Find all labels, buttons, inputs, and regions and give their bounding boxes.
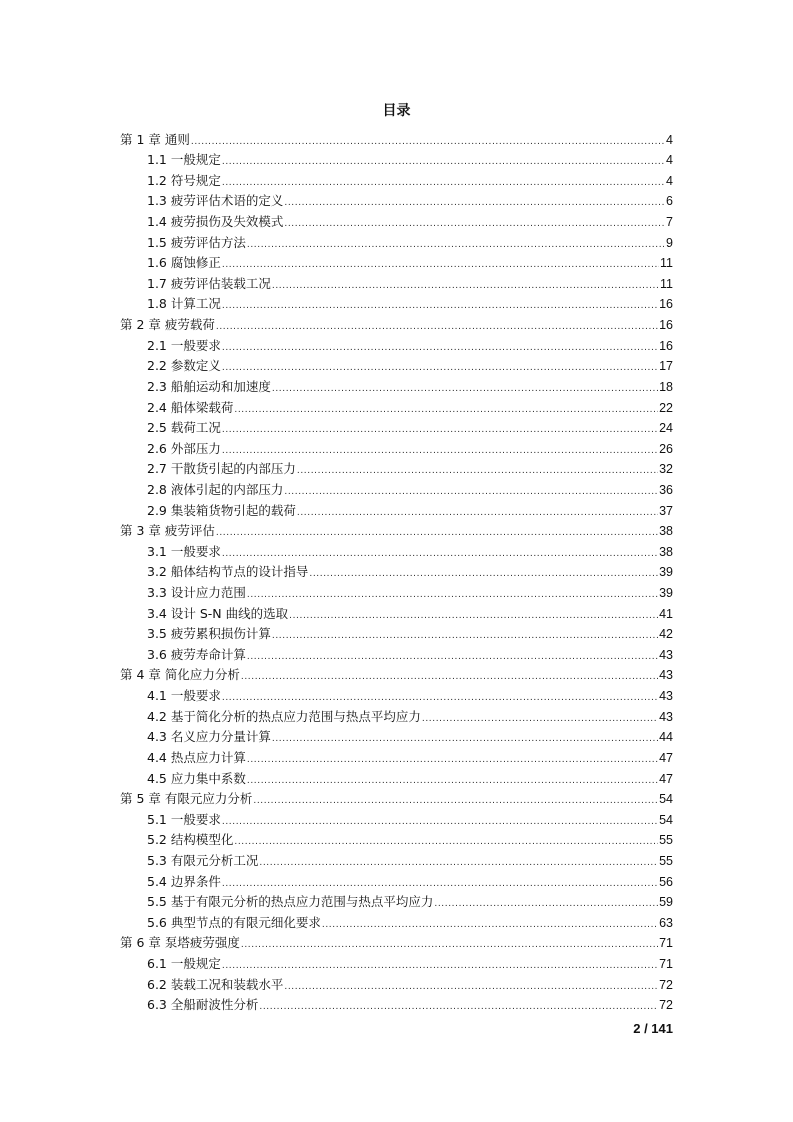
toc-dot-leader — [222, 692, 658, 704]
toc-entry-label: 6.3 全船耐波性分析 — [147, 997, 259, 1013]
toc-entry-label: 第 3 章 疲劳评估 — [120, 523, 215, 539]
toc-section-entry[interactable] — [120, 581, 673, 602]
toc-entry-label: 1.3 疲劳评估术语的定义 — [147, 193, 284, 209]
toc-section-entry[interactable] — [120, 231, 673, 252]
toc-section-entry[interactable] — [120, 726, 673, 747]
toc-section-entry[interactable] — [120, 973, 673, 994]
toc-entry-page: 4 — [666, 132, 673, 147]
toc-entry-page: 54 — [659, 792, 673, 807]
toc-entry-label: 5.3 有限元分析工况 — [147, 852, 259, 868]
toc-entry-label: 4.1 一般要求 — [147, 688, 221, 704]
toc-dot-leader — [259, 1001, 658, 1013]
toc-entry-page: 43 — [659, 647, 673, 662]
toc-entry-page: 16 — [659, 297, 673, 312]
toc-entry-label: 4.3 名义应力分量计算 — [147, 729, 271, 745]
toc-dot-leader — [284, 218, 665, 230]
toc-section-entry[interactable] — [120, 705, 673, 726]
toc-entry-label: 1.7 疲劳评估装载工况 — [147, 275, 271, 291]
toc-entry-page: 39 — [659, 565, 673, 580]
toc-entry-label: 2.7 干散货引起的内部压力 — [147, 461, 296, 477]
toc-entry-label: 4.5 应力集中系数 — [147, 770, 246, 786]
toc-entry-page: 9 — [666, 235, 673, 250]
toc-entry-label: 5.4 边界条件 — [147, 873, 221, 889]
toc-entry-page: 4 — [666, 153, 673, 168]
toc-entry-label: 3.6 疲劳寿命计算 — [147, 646, 246, 662]
toc-entry-page: 44 — [659, 730, 673, 745]
toc-entry-page: 38 — [659, 544, 673, 559]
toc-dot-leader — [222, 156, 665, 168]
toc-entry-label: 1.2 符号规定 — [147, 172, 221, 188]
toc-entry-page: 41 — [659, 606, 673, 621]
toc-section-entry[interactable] — [120, 355, 673, 376]
toc-entry-page: 43 — [659, 709, 673, 724]
toc-entry-page: 4 — [666, 173, 673, 188]
toc-entry-page: 11 — [660, 276, 673, 291]
toc-dot-leader — [284, 981, 658, 993]
toc-section-entry[interactable] — [120, 911, 673, 932]
toc-entry-label: 6.2 装载工况和装载水平 — [147, 976, 284, 992]
toc-entry-label: 1.5 疲劳评估方法 — [147, 234, 246, 250]
toc-section-entry[interactable] — [120, 808, 673, 829]
toc-dot-leader — [191, 136, 665, 148]
toc-entry-label: 3.1 一般要求 — [147, 543, 221, 559]
toc-entry-page: 43 — [659, 689, 673, 704]
toc-section-entry[interactable] — [120, 417, 673, 438]
toc-entry-page: 47 — [659, 771, 673, 786]
toc-dot-leader — [222, 816, 658, 828]
toc-dot-leader — [234, 836, 658, 848]
toc-entry-label: 2.8 液体引起的内部压力 — [147, 481, 284, 497]
toc-dot-leader — [216, 527, 658, 539]
toc-entry-page: 11 — [660, 256, 673, 271]
toc-section-entry[interactable] — [120, 540, 673, 561]
toc-section-entry[interactable] — [120, 478, 673, 499]
toc-entry-label: 5.1 一般要求 — [147, 811, 221, 827]
toc-section-entry[interactable] — [120, 190, 673, 211]
toc-entry-page: 38 — [659, 524, 673, 539]
toc-entry-page: 72 — [659, 977, 673, 992]
toc-chapter-entry[interactable] — [120, 664, 673, 685]
toc-dot-leader — [434, 898, 658, 910]
toc-section-entry[interactable] — [120, 767, 673, 788]
toc-entry-page: 16 — [659, 318, 673, 333]
toc-entry-label: 3.4 设计 S-N 曲线的选取 — [147, 605, 289, 621]
toc-section-entry[interactable] — [120, 375, 673, 396]
toc-section-entry[interactable] — [120, 643, 673, 664]
toc-entry-label: 4.4 热点应力计算 — [147, 749, 246, 765]
toc-entry-page: 39 — [659, 586, 673, 601]
toc-entry-label: 2.4 船体梁载荷 — [147, 399, 234, 415]
toc-section-entry[interactable] — [120, 623, 673, 644]
toc-entry-label: 6.1 一般规定 — [147, 955, 221, 971]
toc-section-entry[interactable] — [120, 210, 673, 231]
page-title: 目录 — [382, 103, 411, 119]
toc-chapter-entry[interactable] — [120, 788, 673, 809]
toc-section-entry[interactable] — [120, 849, 673, 870]
toc-entry-label: 第 2 章 疲劳载荷 — [120, 317, 215, 333]
toc-dot-leader — [272, 733, 658, 745]
toc-dot-leader — [222, 445, 658, 457]
toc-dot-leader — [322, 919, 658, 931]
toc-entry-page: 71 — [659, 956, 673, 971]
toc-dot-leader — [216, 321, 658, 333]
toc-entry-page: 17 — [659, 359, 673, 374]
toc-entry-label: 3.3 设计应力范围 — [147, 585, 246, 601]
toc-dot-leader — [222, 362, 658, 374]
toc-dot-leader — [222, 342, 658, 354]
toc-entry-page: 36 — [659, 482, 673, 497]
toc-section-entry[interactable] — [120, 561, 673, 582]
toc-entry-page: 55 — [659, 853, 673, 868]
toc-entry-label: 4.2 基于简化分析的热点应力范围与热点平均应力 — [147, 708, 421, 724]
toc-dot-leader — [234, 404, 658, 416]
toc-section-entry[interactable] — [120, 891, 673, 912]
toc-section-entry[interactable] — [120, 499, 673, 520]
toc-entry-label: 第 5 章 有限元应力分析 — [120, 791, 253, 807]
toc-entry-page: 32 — [659, 462, 673, 477]
toc-entry-page: 72 — [659, 998, 673, 1013]
toc-section-entry[interactable] — [120, 684, 673, 705]
toc-entry-page: 24 — [659, 421, 673, 436]
toc-dot-leader — [247, 775, 658, 787]
toc-entry-page: 71 — [659, 936, 673, 951]
toc-chapter-entry[interactable] — [120, 932, 673, 953]
toc-chapter-entry[interactable] — [120, 313, 673, 334]
toc-entry-label: 2.1 一般要求 — [147, 337, 221, 353]
toc-section-entry[interactable] — [120, 437, 673, 458]
toc-section-entry[interactable] — [120, 952, 673, 973]
toc-dot-leader — [284, 197, 665, 209]
toc-entry-label: 5.5 基于有限元分析的热点应力范围与热点平均应力 — [147, 894, 434, 910]
toc-chapter-entry[interactable] — [120, 128, 673, 149]
toc-section-entry[interactable] — [120, 746, 673, 767]
toc-entry-label: 2.2 参数定义 — [147, 358, 221, 374]
toc-dot-leader — [272, 280, 659, 292]
toc-dot-leader — [222, 548, 658, 560]
toc-entry-label: 第 4 章 简化应力分析 — [120, 667, 240, 683]
toc-section-entry[interactable] — [120, 272, 673, 293]
toc-dot-leader — [272, 383, 658, 395]
toc-section-entry[interactable] — [120, 829, 673, 850]
toc-entry-page: 26 — [659, 441, 673, 456]
toc-entry-page: 42 — [659, 627, 673, 642]
toc-entry-label: 第 1 章 通则 — [120, 131, 190, 147]
toc-entry-label: 第 6 章 泵塔疲劳强度 — [120, 935, 240, 951]
toc-entry-label: 3.5 疲劳累积损伤计算 — [147, 626, 271, 642]
toc-section-entry[interactable] — [120, 334, 673, 355]
toc-dot-leader — [297, 465, 658, 477]
toc-dot-leader — [222, 424, 658, 436]
toc-dot-leader — [309, 568, 658, 580]
toc-entry-page: 37 — [659, 503, 673, 518]
toc-entry-page: 59 — [659, 895, 673, 910]
toc-section-entry[interactable] — [120, 252, 673, 273]
toc-entry-label: 2.5 载荷工况 — [147, 420, 221, 436]
toc-section-entry[interactable] — [120, 994, 673, 1015]
toc-entry-label: 1.4 疲劳损伤及失效模式 — [147, 214, 284, 230]
toc-dot-leader — [247, 754, 658, 766]
toc-entry-label: 2.3 船舶运动和加速度 — [147, 378, 271, 394]
toc-dot-leader — [247, 651, 658, 663]
toc-entry-page: 6 — [666, 194, 673, 209]
toc-entry-page: 54 — [659, 812, 673, 827]
toc-dot-leader — [222, 300, 658, 312]
toc-dot-leader — [241, 671, 658, 683]
toc-dot-leader — [222, 177, 665, 189]
toc-dot-leader — [222, 878, 658, 890]
toc-entry-page: 43 — [659, 668, 673, 683]
toc-entry-label: 2.6 外部压力 — [147, 440, 221, 456]
toc-entry-page: 18 — [659, 379, 673, 394]
toc-dot-leader — [253, 795, 658, 807]
toc-dot-leader — [241, 939, 658, 951]
toc-entry-label: 2.9 集装箱货物引起的载荷 — [147, 502, 296, 518]
toc-dot-leader — [289, 610, 658, 622]
toc-entry-page: 55 — [659, 833, 673, 848]
toc-section-entry[interactable] — [120, 169, 673, 190]
toc-dot-leader — [259, 857, 658, 869]
toc-dot-leader — [272, 630, 658, 642]
toc-dot-leader — [247, 589, 658, 601]
toc-section-entry[interactable] — [120, 396, 673, 417]
toc-entry-label: 5.6 典型节点的有限元细化要求 — [147, 914, 321, 930]
toc-entry-page: 56 — [659, 874, 673, 889]
toc-entry-label: 3.2 船体结构节点的设计指导 — [147, 564, 309, 580]
page-number: 2 / 141 — [633, 1021, 673, 1036]
table-of-contents — [120, 128, 673, 1014]
toc-dot-leader — [247, 239, 665, 251]
toc-section-entry[interactable] — [120, 458, 673, 479]
toc-entry-page: 22 — [659, 400, 673, 415]
toc-dot-leader — [222, 960, 658, 972]
toc-section-entry[interactable] — [120, 870, 673, 891]
toc-entry-label: 1.1 一般规定 — [147, 152, 221, 168]
toc-dot-leader — [222, 259, 659, 271]
toc-section-entry[interactable] — [120, 149, 673, 170]
toc-dot-leader — [422, 713, 658, 725]
toc-entry-label: 5.2 结构模型化 — [147, 832, 234, 848]
toc-entry-label: 1.8 计算工况 — [147, 296, 221, 312]
toc-section-entry[interactable] — [120, 602, 673, 623]
toc-entry-page: 47 — [659, 750, 673, 765]
toc-chapter-entry[interactable] — [120, 520, 673, 541]
toc-entry-page: 7 — [666, 215, 673, 230]
toc-entry-page: 16 — [659, 338, 673, 353]
toc-section-entry[interactable] — [120, 293, 673, 314]
toc-dot-leader — [284, 486, 658, 498]
toc-entry-page: 63 — [659, 915, 673, 930]
toc-entry-label: 1.6 腐蚀修正 — [147, 255, 221, 271]
toc-dot-leader — [297, 507, 658, 519]
